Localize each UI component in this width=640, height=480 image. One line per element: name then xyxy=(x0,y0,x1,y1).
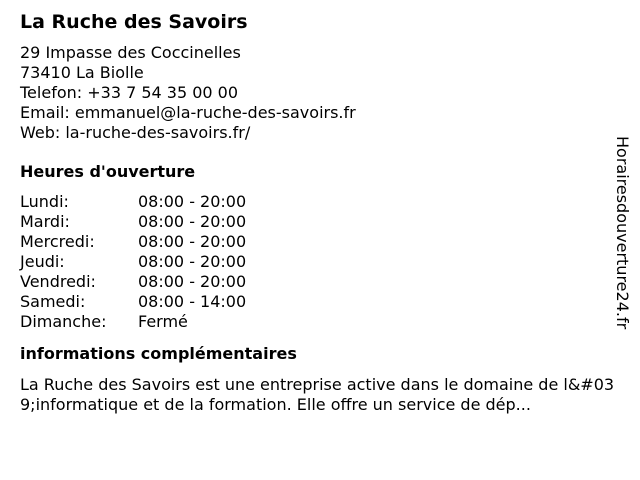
day-label: Mardi: xyxy=(20,212,70,231)
day-label: Vendredi: xyxy=(20,272,96,291)
day-hours: 08:00 - 14:00 xyxy=(138,292,247,311)
day-hours: Fermé xyxy=(138,312,188,331)
hours-row xyxy=(20,212,620,232)
business-name: La Ruche des Savoirs xyxy=(20,11,248,33)
hours-row xyxy=(20,312,620,332)
day-hours: 08:00 - 20:00 xyxy=(138,232,247,251)
day-hours: 08:00 - 20:00 xyxy=(138,272,247,291)
hours-row xyxy=(20,292,620,312)
day-label: Lundi: xyxy=(20,192,69,211)
day-hours: 08:00 - 20:00 xyxy=(138,192,247,211)
hours-row xyxy=(20,272,620,292)
hours-row xyxy=(20,192,620,212)
hours-table xyxy=(20,192,620,332)
business-card xyxy=(20,10,620,415)
day-hours: 08:00 - 20:00 xyxy=(138,212,247,231)
web-line: Web: la-ruche-des-savoirs.fr/ xyxy=(20,123,251,142)
day-label: Jeudi: xyxy=(20,252,65,271)
day-label: Mercredi: xyxy=(20,232,95,251)
hours-row xyxy=(20,252,620,272)
vertical-site-brand: Horairesdouverture24.fr xyxy=(613,136,632,330)
address-city: 73410 La Biolle xyxy=(20,63,144,82)
day-hours: 08:00 - 20:00 xyxy=(138,252,247,271)
address-street: 29 Impasse des Coccinelles xyxy=(20,43,241,62)
info-heading: informations complémentaires xyxy=(20,344,297,363)
phone-line: Telefon: +33 7 54 35 00 00 xyxy=(20,83,239,102)
description-text: La Ruche des Savoirs est une entreprise active dans le domaine de l&#039;informatique et de la formation. Elle offre un service de dép... xyxy=(20,375,615,414)
day-label: Samedi: xyxy=(20,292,86,311)
day-label: Dimanche: xyxy=(20,312,107,331)
email-line: Email: emmanuel@la-ruche-des-savoirs.fr xyxy=(20,103,356,122)
hours-heading: Heures d'ouverture xyxy=(20,162,196,181)
hours-row xyxy=(20,232,620,252)
